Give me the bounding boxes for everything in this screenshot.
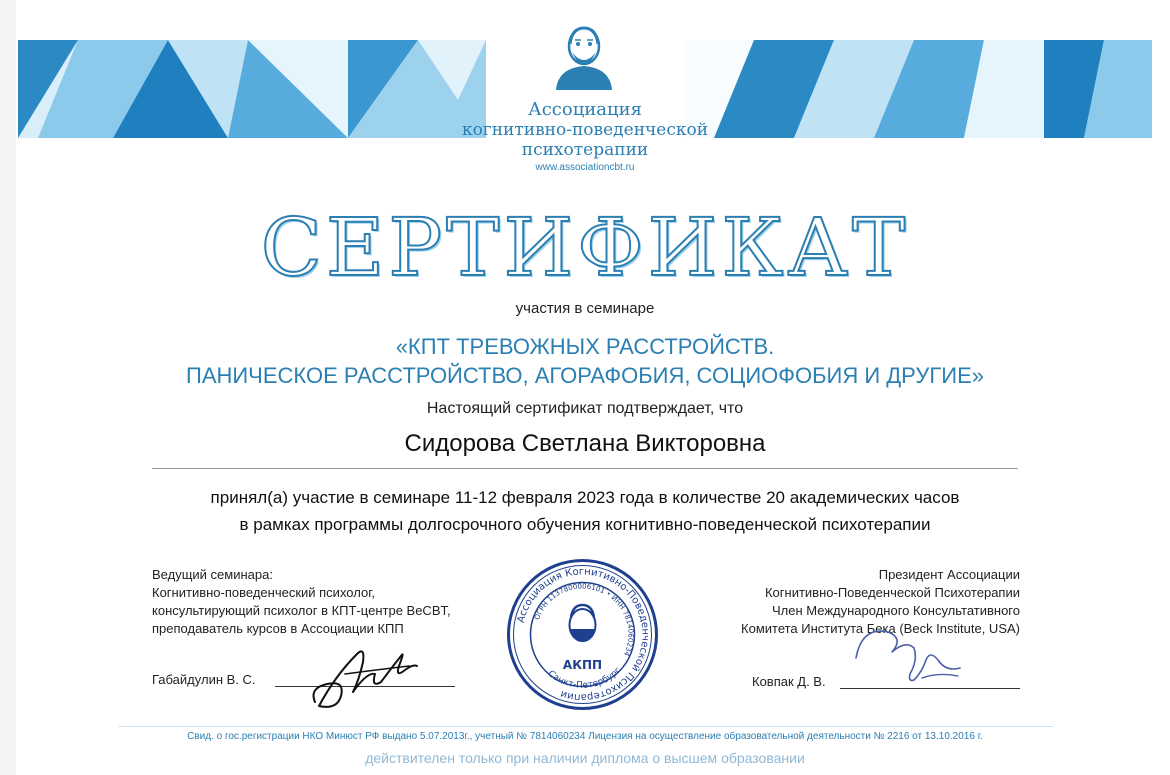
recipient-name: Сидорова Светлана Викторовна (404, 430, 766, 457)
bearded-portrait-icon (548, 20, 620, 92)
association-name-line1: Ассоциация (528, 99, 642, 120)
association-name (385, 100, 785, 160)
stamp-center-text: АКПП (562, 658, 603, 672)
presenter-line: преподаватель курсов в Ассоциации КПП (152, 621, 404, 636)
stamp-outer-text: Ассоциация Когнитивно-Поведенческой Психотерапии (515, 566, 651, 703)
seminar-title-line1: «КПТ ТРЕВОЖНЫХ РАССТРОЙСТВ. (395, 334, 775, 359)
recipient-underline (152, 468, 1018, 469)
president-line: Член Международного Консультативного (772, 603, 1020, 618)
certificate-subtitle: участия в семинаре (515, 300, 655, 317)
certificate-title: СЕРТИФИКАТ (260, 201, 910, 294)
participation-text-line2: в рамках программы долгосрочного обучения когнитивно-поведенческой психотерапии (239, 515, 931, 534)
seminar-title-line2: ПАНИЧЕСКОЕ РАССТРОЙСТВО, АГОРАФОБИЯ, СОЦИОФОБИЯ И ДРУГИЕ» (186, 363, 984, 388)
confirm-text: Настоящий сертификат подтверждает, что (426, 400, 744, 417)
association-website: www.associationcbt.ru (535, 162, 635, 173)
footer-divider (118, 726, 1053, 727)
stamp-bottom-text: Санкт-Петербург (545, 665, 624, 691)
president-line: Президент Ассоциации (878, 567, 1020, 582)
stamp-inner-text: ОГРН 1137800006101 • ИНН 7814060234 (533, 582, 635, 658)
presenter-signature-name: Габайдулин В. С. (152, 672, 256, 687)
presenter-line: Ведущий семинара: (152, 567, 273, 582)
presenter-info (152, 566, 512, 638)
page-edge (0, 0, 16, 775)
validity-note: действителен только при наличии диплома о высшем образовании (365, 750, 805, 766)
registration-info: Свид. о гос.регистрации НКО Минюст РФ выдано 5.07.2013г., учетный № 7814060234 Лицензия на осуществление образовательной деятельности № 2216 от 13.10.2016 г. (187, 731, 983, 742)
participation-text-line1: принял(а) участие в семинаре 11-12 февраля 2023 года в количестве 20 академических часов (210, 488, 960, 507)
presenter-signature (305, 636, 425, 714)
presenter-line: консультирующий психолог в КПТ-центре BeCBT, (152, 603, 451, 618)
president-line: Комитета Института Бека (Beck Institute, USA) (741, 621, 1020, 636)
president-signature-name: Ковпак Д. В. (752, 674, 826, 689)
association-name-line2: когнитивно-поведенческой (461, 120, 709, 140)
round-seal-icon (505, 557, 660, 712)
president-signature (848, 620, 968, 690)
presenter-line: Когнитивно-поведенческий психолог, (152, 585, 375, 600)
president-line: Когнитивно-Поведенческой Психотерапии (764, 585, 1020, 600)
association-name-line3: психотерапии (521, 140, 649, 160)
